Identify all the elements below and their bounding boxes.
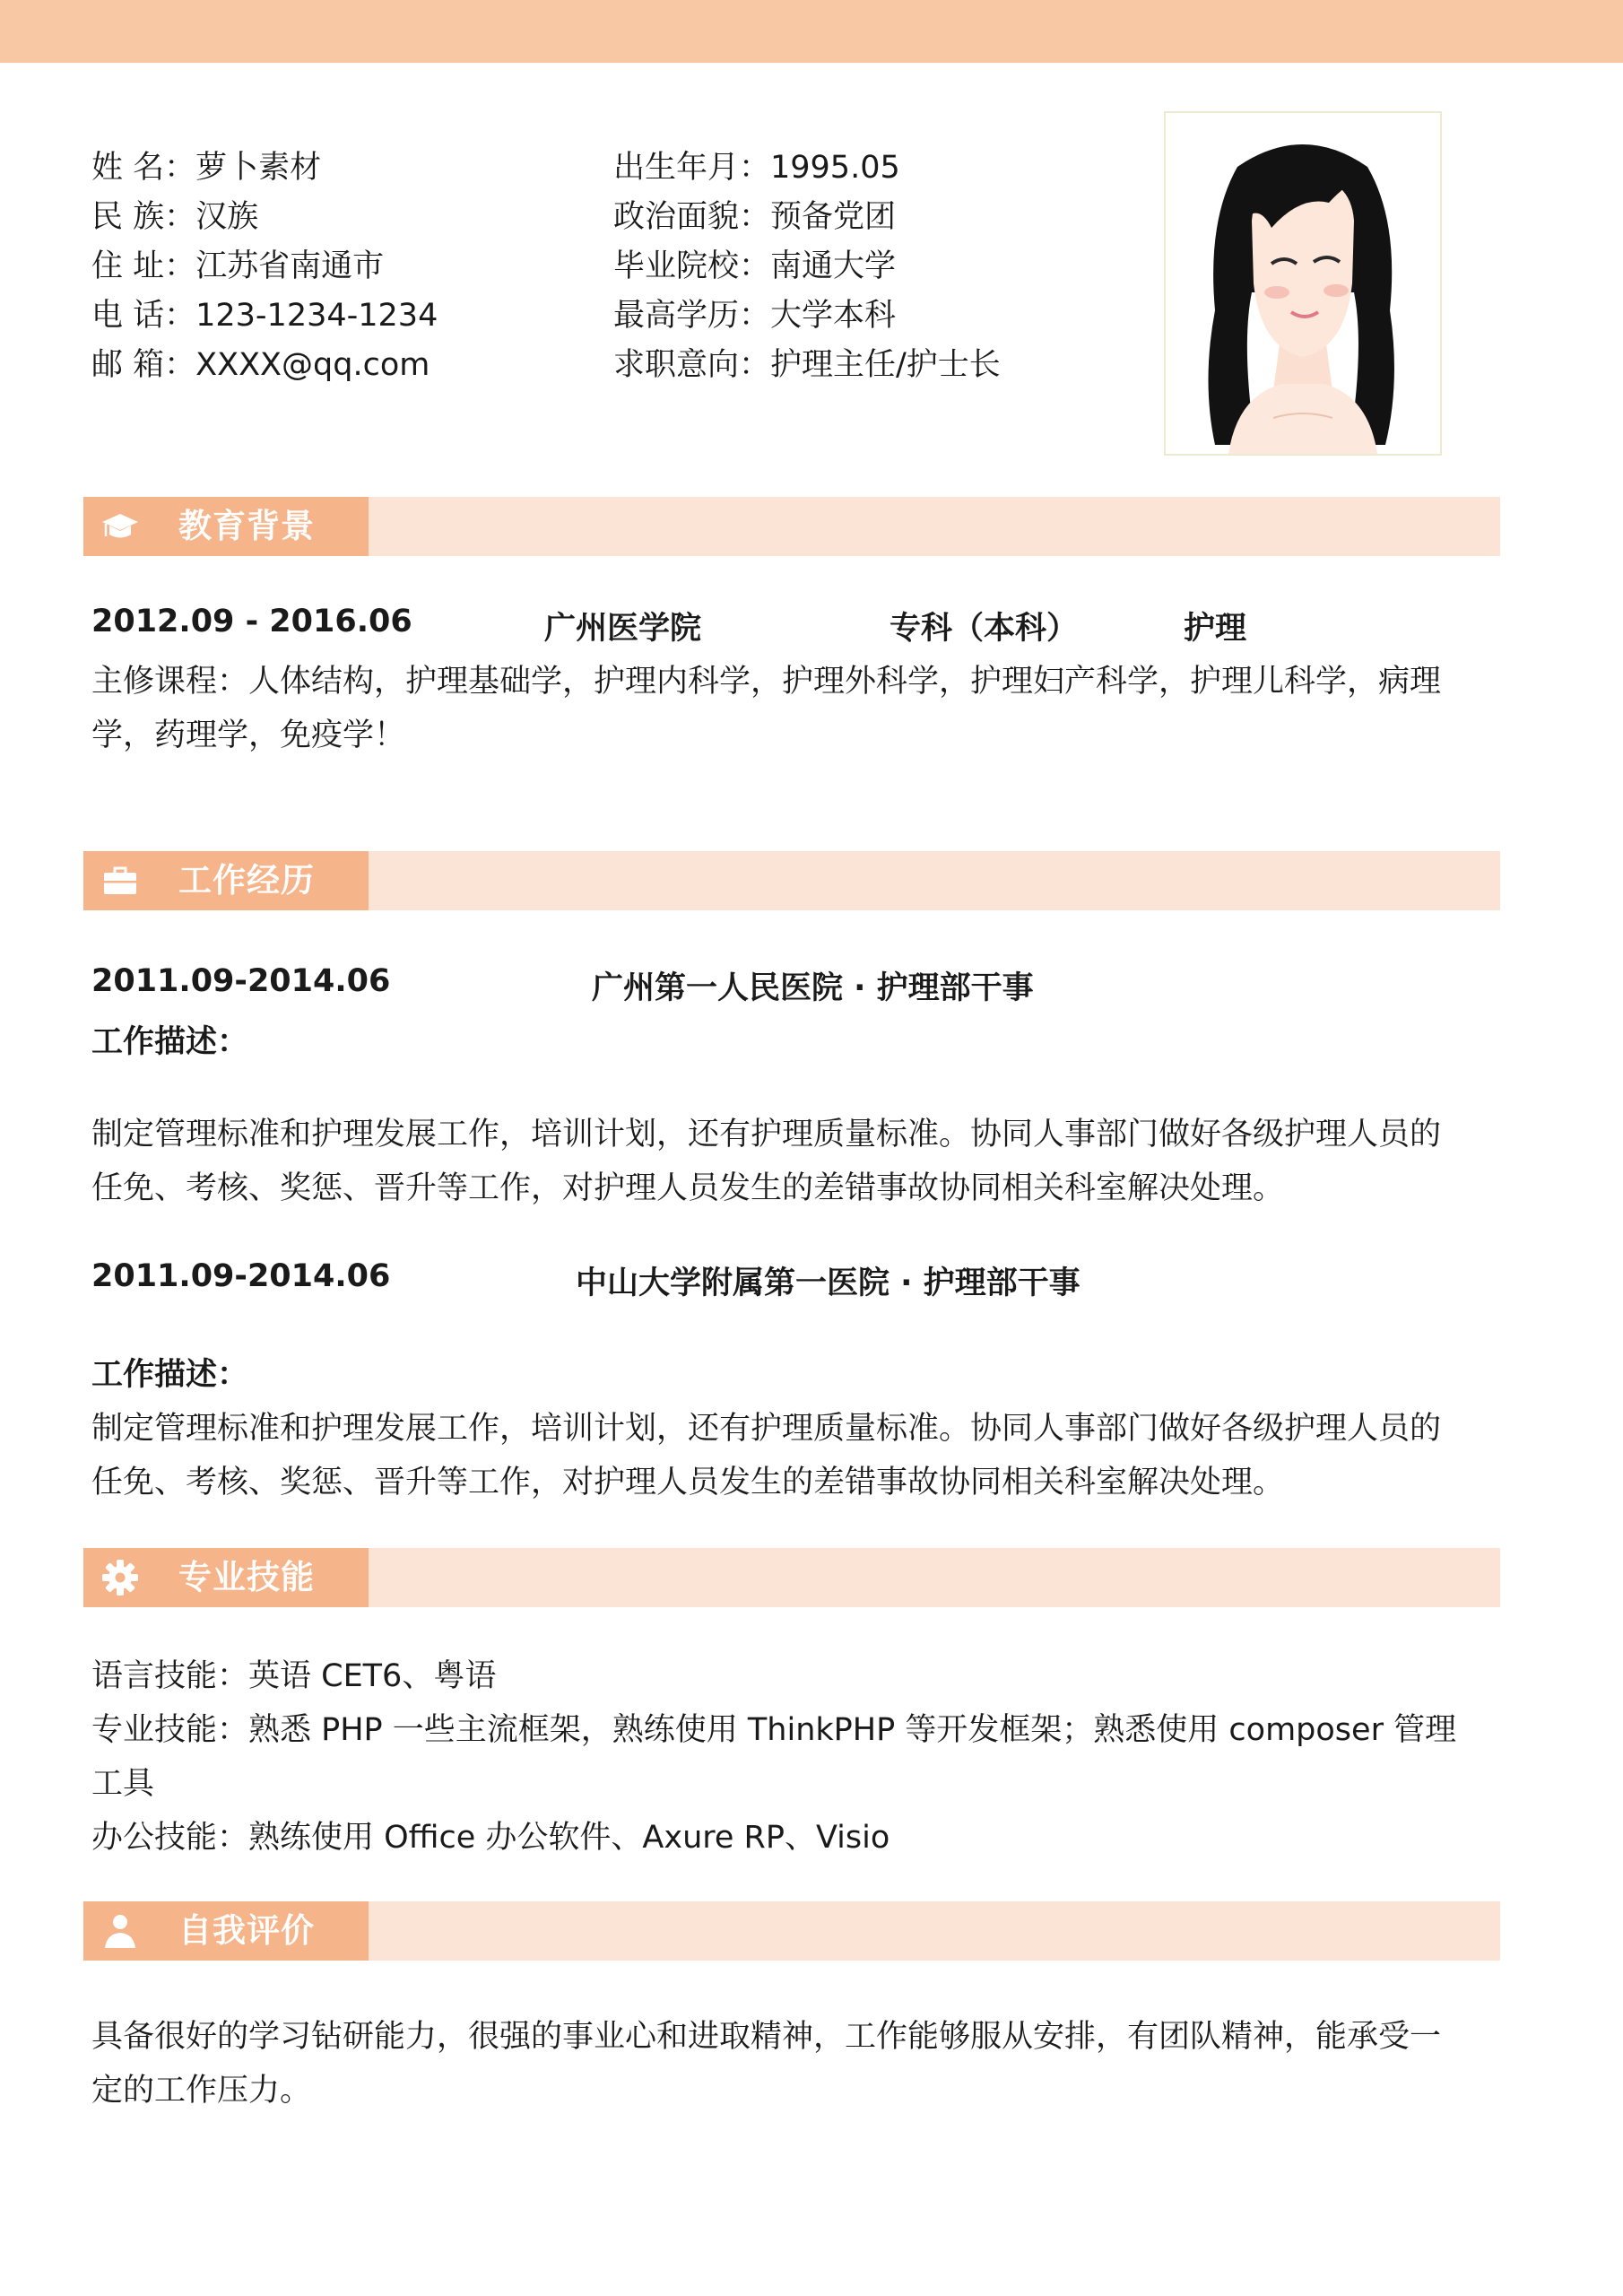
self-evaluation-line: 定的工作压力。 <box>91 2073 312 2109</box>
education-title: 教育背景 <box>178 507 315 545</box>
education-courses <box>91 655 1508 762</box>
work-2-dates: 2011.09-2014.06 <box>91 1258 391 1294</box>
skills-line: 办公技能：熟练使用 Office 办公软件、Axure RP、Visio <box>91 1820 890 1856</box>
education-major: 护理 <box>1184 611 1247 647</box>
education-courses-line: 学，药理学，免疫学！ <box>91 718 406 753</box>
work-2-org: 中山大学附属第一医院 · 护理部干事 <box>576 1265 1081 1301</box>
work-2-desc-line: 任免、考核、奖惩、晋升等工作，对护理人员发生的差错事故协同相关科室解决处理。 <box>91 1465 1285 1500</box>
education-tab <box>83 497 369 556</box>
degree-row: 最高学历：大学本科 <box>613 298 897 334</box>
education-courses-line: 主修课程：人体结构，护理基础学，护理内科学，护理外科学，护理妇产科学，护理儿科学，病理 <box>91 664 1442 700</box>
work-1-desc <box>91 1108 1508 1215</box>
work-2-desc-label: 工作描述： <box>91 1357 249 1393</box>
skills-title: 专业技能 <box>178 1558 315 1596</box>
phone-row: 电 话：123-1234-1234 <box>91 298 438 334</box>
ethnicity-row: 民 族：汉族 <box>91 199 259 235</box>
address-row: 住 址：江苏省南通市 <box>91 248 385 284</box>
self-title: 自我评价 <box>178 1911 315 1950</box>
work-2-desc-line: 制定管理标准和护理发展工作，培训计划，还有护理质量标准。协同人事部门做好各级护理人员的 <box>91 1411 1442 1447</box>
education-school: 广州医学院 <box>544 611 702 647</box>
skills-list <box>91 1649 1508 1865</box>
email-row: 邮 箱：XXXX@qq.com <box>91 347 430 383</box>
political-row: 政治面貌：预备党团 <box>613 199 897 235</box>
skills-tab <box>83 1548 369 1607</box>
briefcase-icon <box>100 860 141 901</box>
skills-header <box>83 1548 1500 1607</box>
work-1-desc-line: 任免、考核、奖惩、晋升等工作，对护理人员发生的差错事故协同相关科室解决处理。 <box>91 1170 1285 1206</box>
work-1-dates: 2011.09-2014.06 <box>91 963 391 999</box>
birth-row: 出生年月：1995.05 <box>613 150 900 186</box>
objective-row: 求职意向：护理主任/护士长 <box>613 347 1001 383</box>
work-title: 工作经历 <box>178 861 315 900</box>
work-1-desc-label: 工作描述： <box>91 1024 249 1060</box>
self-tab <box>83 1901 369 1961</box>
top-accent-bar <box>0 0 1623 63</box>
work-2-desc <box>91 1402 1508 1509</box>
skills-line: 语言技能：英语 CET6、粤语 <box>91 1658 497 1694</box>
skills-line: 专业技能：熟悉 PHP 一些主流框架，熟练使用 ThinkPHP 等开发框架；熟悉使用 composer 管理 <box>91 1712 1457 1748</box>
profile-photo <box>1164 111 1442 456</box>
graduation-cap-icon <box>100 506 141 547</box>
education-header <box>83 497 1500 556</box>
person-icon <box>100 1910 141 1952</box>
personal-info-right <box>613 144 1001 390</box>
portrait-illustration <box>1166 113 1440 454</box>
work-tab <box>83 851 369 910</box>
self-evaluation <box>91 2010 1508 2118</box>
skills-line: 工具 <box>91 1766 155 1802</box>
work-header <box>83 851 1500 910</box>
gear-icon <box>100 1557 141 1598</box>
personal-info-left <box>91 144 438 390</box>
self-evaluation-line: 具备很好的学习钻研能力，很强的事业心和进取精神，工作能够服从安排，有团队精神，能承受一 <box>91 2019 1442 2055</box>
education-degree: 专科（本科） <box>890 611 1079 647</box>
work-1-org: 广州第一人民医院 · 护理部干事 <box>592 970 1034 1006</box>
education-dates: 2012.09 - 2016.06 <box>91 604 412 639</box>
self-header <box>83 1901 1500 1961</box>
work-1-desc-line: 制定管理标准和护理发展工作，培训计划，还有护理质量标准。协同人事部门做好各级护理人员的 <box>91 1117 1442 1152</box>
name-row: 姓 名：萝卜素材 <box>91 150 322 186</box>
school-row: 毕业院校：南通大学 <box>613 248 897 284</box>
